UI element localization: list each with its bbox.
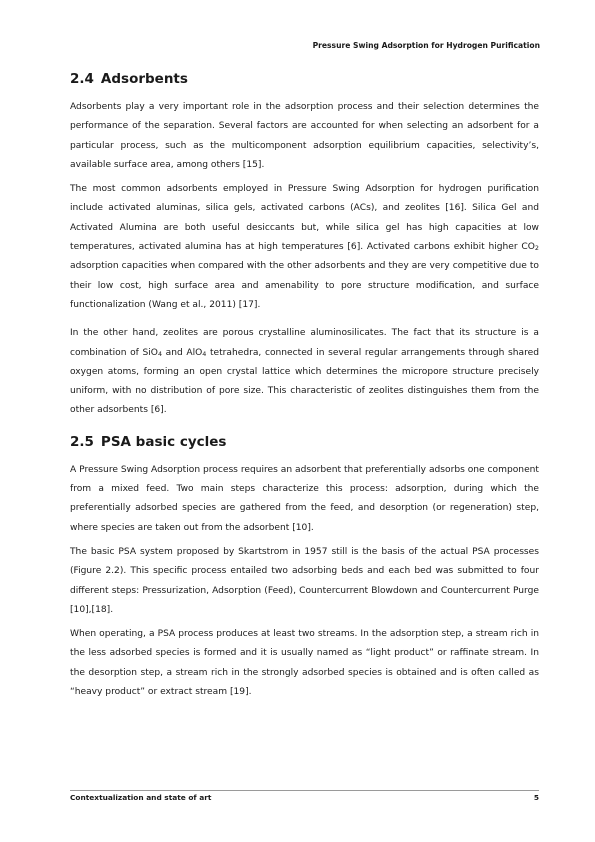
paragraph: When operating, a PSA process produces at least two streams. In the adsorption step, a stream rich in the less adsorbed species is formed and it is usually named as “light product” or raffinate stream. In the desorption step, a stream rich in the strongly adsorbed species is obtained and is often called as “heavy product” or extract stream [19].: [70, 629, 539, 698]
subscript: 2: [534, 244, 539, 253]
paragraph: A Pressure Swing Adsorption process requires an adsorbent that preferentially adsorbs one component from a mixed feed. Two main steps characterize this process: adsorption, during which the preferentially adsorbed species are gathered from the feed, and desorption (or regeneration) step, where species are taken out from the adsorbent [10].: [70, 464, 539, 533]
section-adsorbents: [70, 68, 539, 421]
page-number: 5: [533, 793, 539, 802]
footer-chapter-title: Contextualization and state of art: [70, 793, 212, 802]
section-psa-basic-cycles: [70, 431, 539, 703]
paragraph: In the other hand, zeolites are porous crystalline aluminosilicates. The fact that its structure is a combination of SiO$_4$ and AlO$_4$ tetrahedra, connected in several regular arrangements through shared oxygen atoms, forming an open crystal lattice which determines the micropore structure precisely uniform, with no distribution of pore size. This characteristic of zeolites distinguishes them from the other adsorbents [6].: [70, 328, 540, 416]
section-title: Adsorbents: [100, 71, 188, 87]
page-body: [70, 68, 539, 707]
paragraph: Adsorbents play a very important role in the adsorption process and their selection determines the performance of the separation. Several factors are accounted for when selecting an adsorbent for a particular process, such as the multicomponent adsorption equilibrium capacities, selectivity’s, available surface area, among others [15].: [70, 102, 539, 170]
section-heading: [70, 68, 539, 90]
paragraph: The most common adsorbents employed in Pressure Swing Adsorption for hydrogen purification include activated aluminas, silica gels, activated carbons (ACs), and zeolites [16]. Silica Gel and Activated Alumina are both useful desiccants but, while silica gel has high capacities at low temperatures, activated alumina has at high temperatures [6]. Activated carbons exhibit higher $CO_2$ adsorption capacities when compared with the other adsorbents and they are very competitive due to their low cost, high surface area and amenability to pore structure modification, and surface functionalization (Wang et al., 2011) [17].: [70, 184, 539, 310]
footer-rule: [70, 790, 539, 791]
paragraph: The basic PSA system proposed by Skartstrom in 1957 still is the basis of the actual PSA processes (Figure 2.2). This specific process entailed two adsorbing beds and each bed was submitted to four different steps: Pressurization, Adsorption (Feed), Countercurrent Blowdown and Countercurrent Purge [10],[18].: [70, 546, 539, 615]
section-title: PSA basic cycles: [100, 433, 227, 450]
section-heading: [70, 431, 539, 453]
section-number: 2.4: [70, 71, 94, 87]
subscript: 4: [157, 349, 163, 358]
section-number: 2.5: [70, 433, 94, 450]
subscript: 4: [202, 349, 207, 358]
running-header: Pressure Swing Adsorption for Hydrogen Purification: [312, 41, 540, 50]
